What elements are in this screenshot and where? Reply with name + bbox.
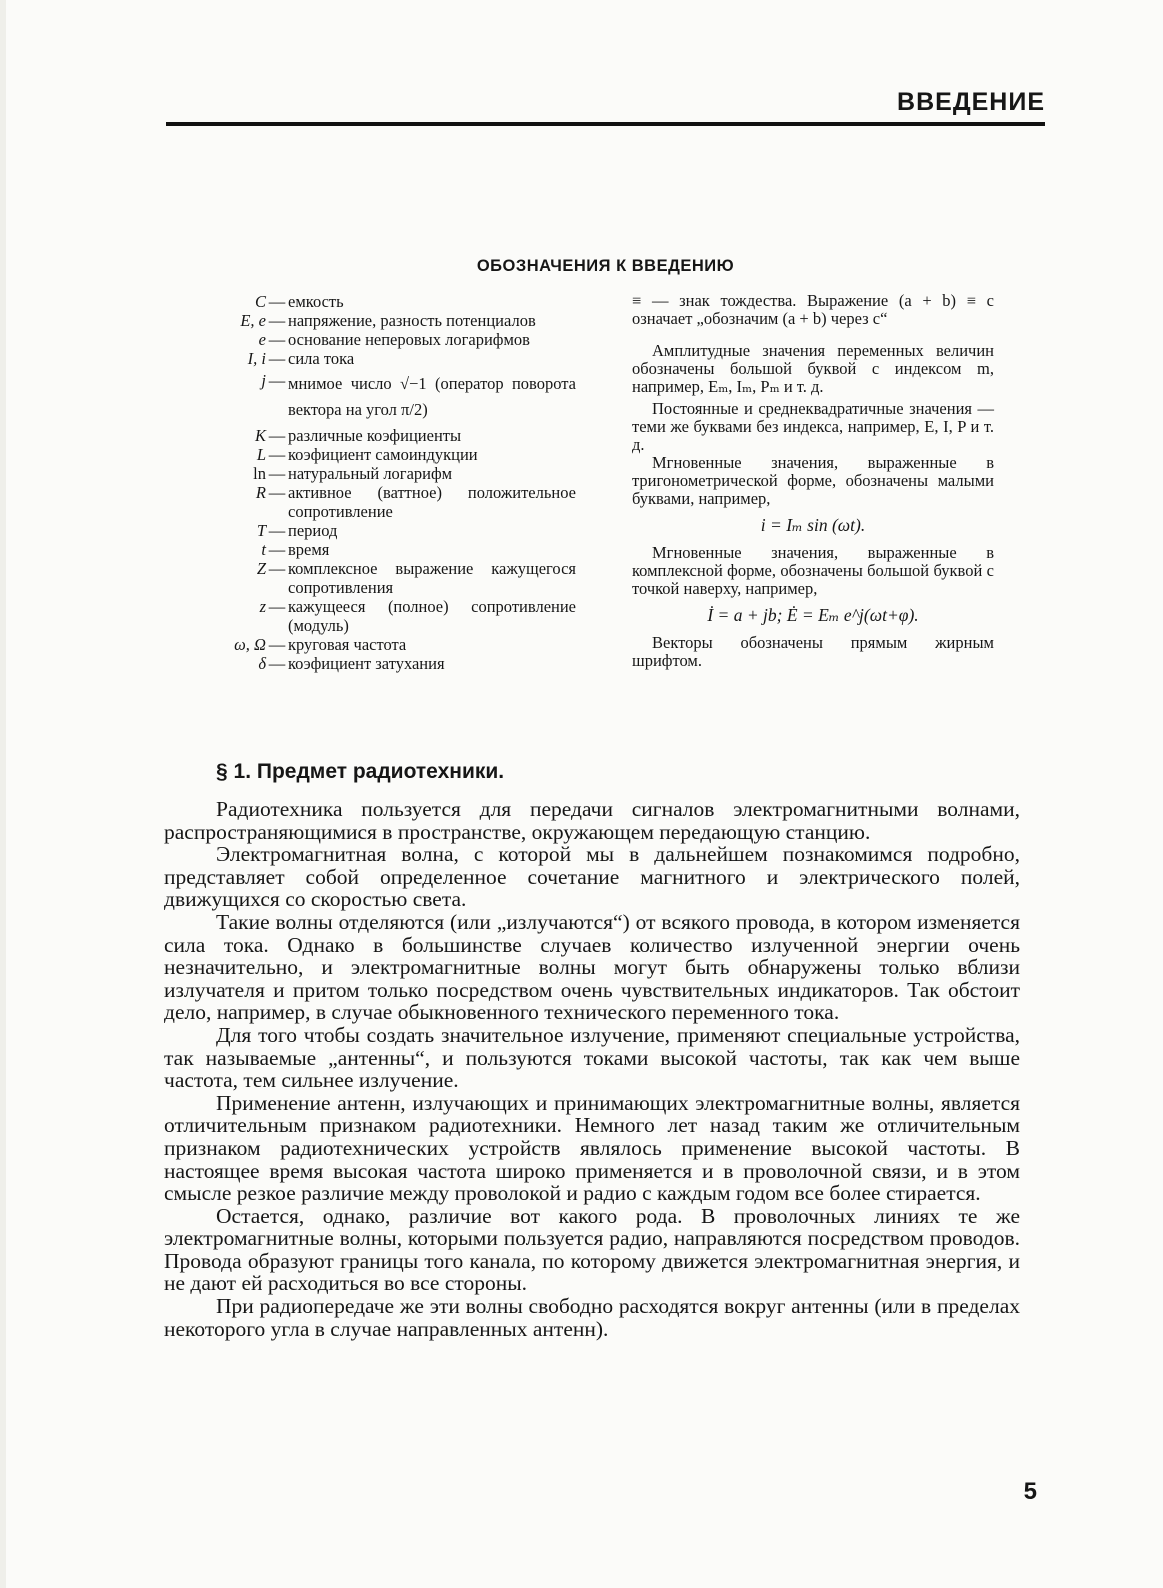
formula-sin: i = Iₘ sin (ωt). [760,515,866,535]
notation-entry: δ — коэфициент затухания [258,654,445,673]
complex-note: Мгновенные значения, выраженные в комплексной форме, обозначены большой буквой с точкой наверху, например, [632,543,994,598]
notation-entry: e — основание неперовых логарифмов [258,330,530,349]
paragraph: Радиотехника пользуется для передачи сигналов электромагнитными волнами, распространяющимися в пространстве, окружающем передающую станцию. [164,797,1020,844]
section-body [164,798,1020,1340]
paragraph: Применение антенн, излучающих и принимающих электромагнитные волны, является отличительным признаком радиотехники. Немного лет назад таким же отличительным признаком радиотехнических устройств являлось применение высокой частоты. В настоящее время высокая частота широко применяется и в проволочной связи, и в этом смысле резкое различие между проволокой и радио с каждым годом все более стирается. [164,1090,1020,1206]
notation-entry: ln — натуральный логарифм [253,464,453,483]
identity-note: ≡ — знак тождества. Выражение (a + b) ≡ c означает „обозначим (a + b) через c“ [632,291,994,328]
paragraph: Электромагнитная волна, с которой мы в дальнейшем познакомимся подробно, представляет собой определенное сочетание магнитного и электрического полей, движущихся со скоростью света. [164,842,1020,912]
paragraph: Для того чтобы создать значительное излучение, применяют специальные устройства, так называемые „антенны“, и пользуются токами высокой частоты, так как чем выше частота, тем сильнее излучение. [164,1022,1020,1093]
notation-entry: C — емкость [254,292,344,311]
notation-entry: ω, Ω — круговая частота [234,635,407,654]
header-rule [166,122,1045,126]
running-header: ВВЕДЕНИЕ [897,88,1045,116]
notation-entry: K — различные коэфициенты [254,426,462,445]
notation-entry: I, i — сила тока [247,349,355,368]
notation-right-column [632,292,994,670]
notation-entry: L — коэфициент самоиндукции [256,445,478,464]
rms-note: Постоянные и среднеквадратичные значения — теми же буквами без индекса, например, E, I, P и т. д. [632,399,994,454]
amplitude-note: Амплитудные значения переменных величин обозначены большой буквой с индексом m, например, Eₘ, Iₘ, Pₘ и т. д. [632,341,994,396]
notation-entry: T — период [256,521,338,540]
notation-entry: j — мнимое число √−1 (оператор поворота вектора на угол π/2) [261,371,576,419]
notation-entry: E, e — напряжение, разность потенциалов [240,311,536,330]
page-number: 5 [1023,1478,1037,1505]
notation-left-column [196,292,576,673]
notation-entry: R — активное (ваттное) положительное сопротивление [255,483,576,521]
notation-entry: Z — комплексное выражение кажущегося сопротивления [256,559,576,597]
formula-complex: İ = a + jb; Ė = Eₘ e^j(ωt+φ). [707,605,919,625]
paragraph: Такие волны отделяются (или „излучаются“) от всякого провода, в котором изменяется сила тока. Однако в большинстве случаев количество излученной энергии очень незначительно, и электромагнитные волны могут быть обнаружены только вблизи излучателя и притом только посредством очень чувствительных индикаторов. Так обстоит дело, например, в случае обыкновенного технического переменного тока. [164,909,1020,1025]
notation-heading: ОБОЗНАЧЕНИЯ К ВВЕДЕНИЮ [476,257,735,275]
paragraph: При радиопередаче же эти волны свободно расходятся вокруг антенны (или в пределах некоторого угла в случае направленных антенн). [164,1294,1020,1341]
notation-entry: t — время [261,540,330,559]
section-heading: § 1. Предмет радиотехники. [216,760,505,783]
scan-edge-left [0,0,6,1588]
notation-entry: z — кажущееся (полное) сопротивление (модуль) [259,597,576,635]
vectors-note: Векторы обозначены прямым жирным шрифтом. [632,633,994,670]
paragraph: Остается, однако, различие вот какого рода. В проволочных линиях те же электромагнитные волны, которыми пользуется радио, направляются посредством проводов. Провода образуют границы того канала, по которому движется электромагнитная энергия, и не дают ей расходиться во все стороны. [164,1203,1020,1296]
instant-note: Мгновенные значения, выраженные в тригонометрической форме, обозначены малыми буквами, например, [632,453,994,508]
